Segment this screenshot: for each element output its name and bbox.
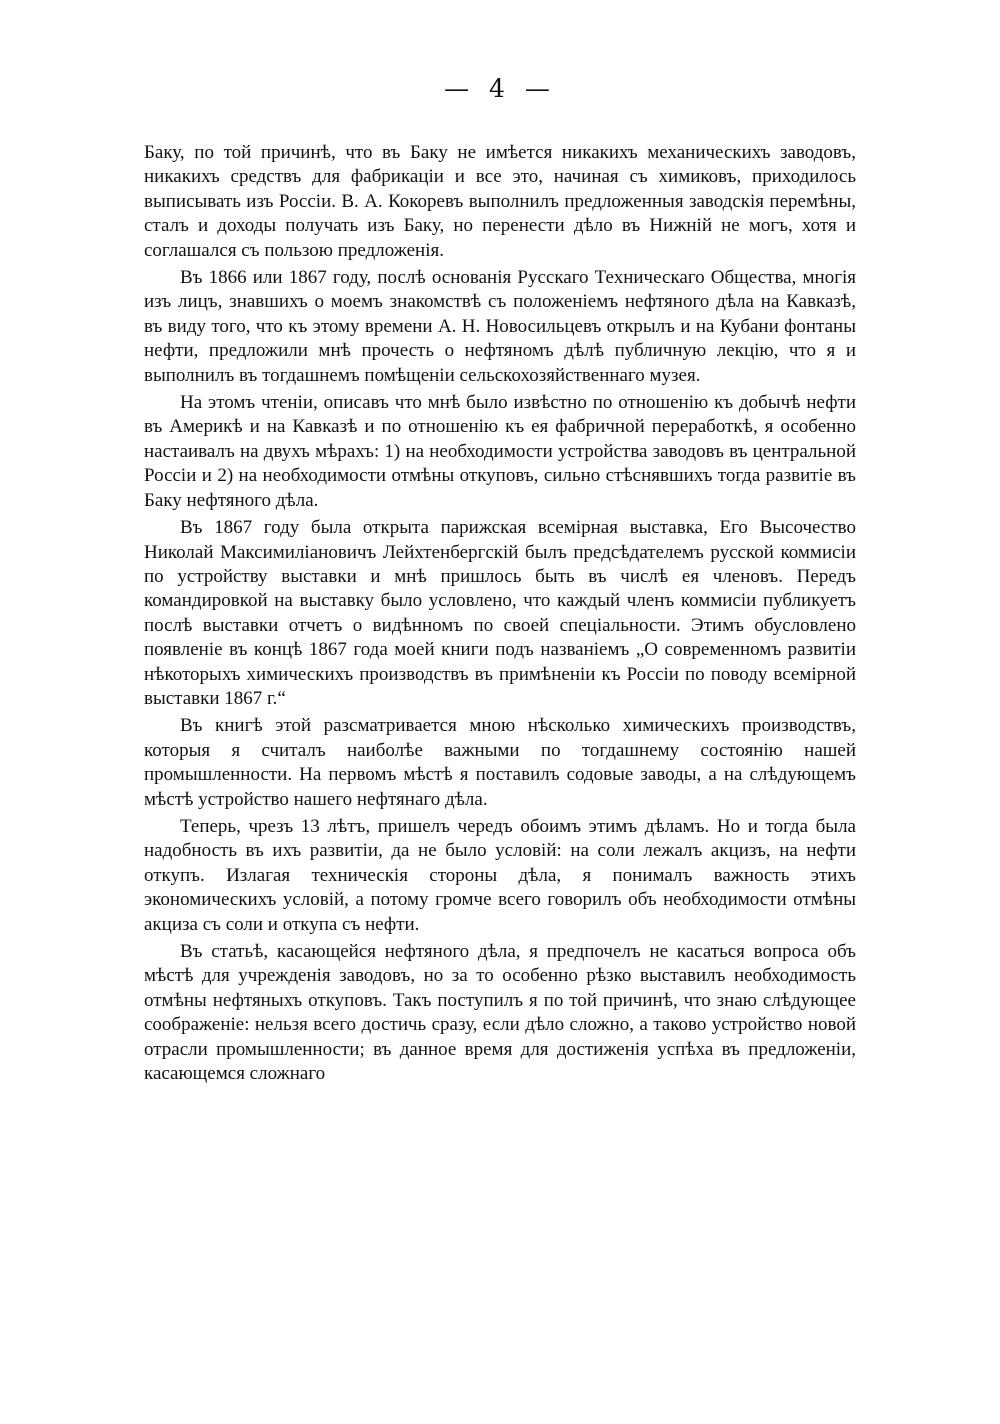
paragraph: Въ 1866 или 1867 году, послѣ основанія Русскаго Техническаго Общества, многія изъ лицъ, знавшихъ о моемъ знакомствѣ съ положеніемъ нефтяного дѣла на Кавказѣ, въ виду того, что къ этому времени А. Н. Новосильцевъ открылъ и на Кубани фонтаны нефти, предложили мнѣ прочесть о нефтяномъ дѣлѣ публичную лекцію, что я и выполнилъ въ тогдашнемъ помѣщеніи сельскохозяйственнаго музея. xyxy=(144,267,856,386)
body-text xyxy=(144,141,856,1089)
paragraph: Въ книгѣ этой разсматривается мною нѣсколько химическихъ производствъ, которыя я считалъ наиболѣе важными по тогдашнему состоянію нашей промышленности. На первомъ мѣстѣ я поставилъ содовые заводы, а на слѣдующемъ мѣстѣ устройство нашего нефтянаго дѣла. xyxy=(144,715,856,810)
paragraph: Въ статьѣ, касающейся нефтяного дѣла, я предпочелъ не касаться вопроса объ мѣстѣ для учрежденія заводовъ, но за то особенно рѣзко выставилъ необходимость отмѣны нефтяныхъ откуповъ. Такъ поступилъ я по той причинѣ, что знаю слѣдующее соображеніе: нельзя всего достичь сразу, если дѣло сложно, а таково устройство новой отрасли промышленности; въ данное время для достиженія успѣха въ предложеніи, касающемся сложнаго xyxy=(144,941,856,1085)
paragraph-continued: Баку, по той причинѣ, что въ Баку не имѣется никакихъ механическихъ заводовъ, никакихъ средствъ для фабрикаціи и все это, начиная съ химиковъ, приходилось выписывать изъ Россіи. В. А. Кокоревъ выполнилъ предложенныя заводскія перемѣны, сталъ и доходы получать изъ Баку, но перенести дѣло въ Нижній не могъ, хотя и соглашался съ пользою предложенія. xyxy=(144,142,856,261)
paragraph: На этомъ чтеніи, описавъ что мнѣ было извѣстно по отношенію къ добычѣ нефти въ Америкѣ и на Кавказѣ и по отношенію къ ея фабричной переработкѣ, я особенно настаивалъ на двухъ мѣрахъ: 1) на необходимости устройства заводовъ въ центральной Россіи и 2) на необходимости отмѣны откуповъ, сильно стѣснявшихъ тогда развитіе въ Баку нефтяного дѣла. xyxy=(144,392,856,511)
page-number: — 4 — xyxy=(444,74,556,103)
paragraph: Въ 1867 году была открыта парижская всемірная выставка, Его Высочество Николай Максимиліановичъ Лейхтенбергскій былъ предсѣдателемъ русской коммисіи по устройству выставки и мнѣ пришлось быть въ числѣ ея членовъ. Передъ командировкой на выставку было условлено, что каждый членъ коммисіи публикуетъ послѣ выставки отчетъ о видѣнномъ по своей спеціальности. Этимъ обусловлено появленіе въ концѣ 1867 года моей книги подъ названіемъ „О современномъ развитіи нѣкоторыхъ химическихъ производствъ въ примѣненіи къ Россіи по поводу всемірной выставки 1867 г.“ xyxy=(144,517,856,709)
paragraph: Теперь, чрезъ 13 лѣтъ, пришелъ чередъ обоимъ этимъ дѣламъ. Но и тогда была надобность въ ихъ развитіи, да не было условій: на соли лежалъ акцизъ, на нефти откупъ. Излагая техническія стороны дѣла, я понималъ важность этихъ экономическихъ условій, а потому громче всего говорилъ объ необходимости отмѣны акциза съ соли и откупа съ нефти. xyxy=(144,815,856,935)
